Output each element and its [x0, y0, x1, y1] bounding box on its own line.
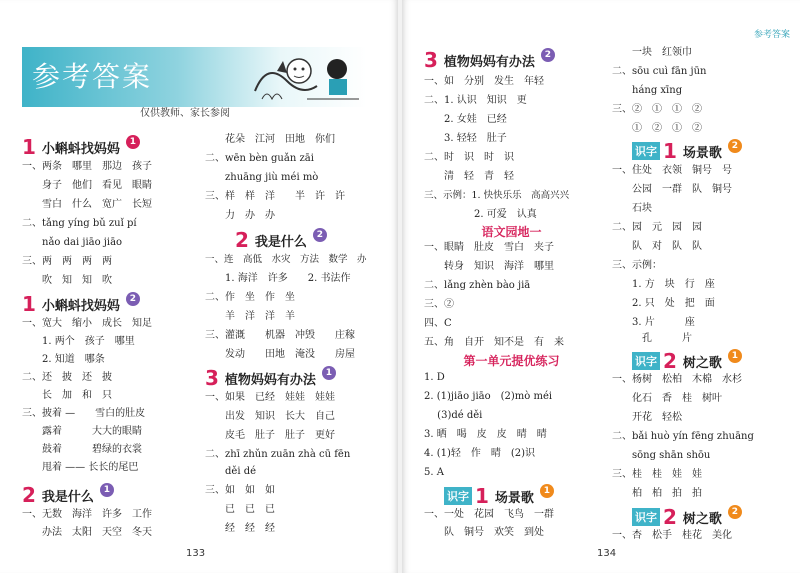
answer-line: 三、两 两 两 两 — [22, 256, 112, 267]
section-number: 2 — [663, 505, 677, 529]
answer-line: 二、zhī zhǔn zuān zhà cū fēn — [205, 449, 351, 460]
section-number: 1 — [22, 135, 36, 159]
answer-line: 一、无数 海洋 许多 工作 — [22, 509, 152, 520]
answer-line: 二、sōu cuì fān jūn — [612, 66, 707, 77]
answer-line: 1. D — [424, 372, 445, 383]
answer-line: 长 加 和 只 — [22, 390, 112, 401]
answer-line: 二、wēn bèn guǎn zāi — [205, 153, 314, 164]
answer-line: 2. 知道 哪条 — [22, 354, 105, 365]
shizi-tag: 识字 — [632, 508, 660, 526]
section-heading — [22, 135, 140, 159]
answer-line: 5. A — [424, 467, 444, 478]
answer-line: 力 办 办 — [205, 210, 275, 221]
answer-line: 化石 香 桂 树叶 — [612, 393, 722, 404]
answer-line: 鼓着 碧绿的衣裳 — [22, 444, 142, 455]
section-heading — [424, 48, 555, 72]
answer-line: 队 铜号 欢笑 到处 — [424, 527, 544, 538]
answer-line: 二、时 识 时 识 — [424, 152, 514, 163]
section-number: 2 — [22, 483, 36, 507]
answer-line: 柏 柏 拍 拍 — [612, 488, 702, 499]
lesson-badge: 1 — [100, 483, 114, 497]
lesson-badge: 2 — [313, 228, 327, 242]
answer-line: ① ② ① ② — [612, 123, 702, 134]
answer-line: 出发 知识 长大 自己 — [205, 411, 335, 422]
section-number: 1 — [22, 292, 36, 316]
answer-line: 经 经 经 — [205, 523, 275, 534]
section-title: 树之歌 — [682, 511, 722, 527]
section-number: 3 — [205, 366, 219, 390]
answer-line: 3. 晒 喝 皮 皮 晴 晴 — [424, 429, 547, 440]
page-number: 134 — [597, 548, 617, 559]
lesson-badge: 2 — [728, 139, 742, 153]
answer-line: (3)dé děi — [424, 410, 483, 421]
answer-line: děi dé — [205, 466, 257, 477]
lesson-badge: 1 — [322, 366, 336, 380]
answer-line: 三、如 如 如 — [205, 485, 275, 496]
answer-line: 一、连 高低 水灾 方法 数学 办 — [205, 254, 367, 265]
section-heading — [22, 483, 114, 507]
section-title: 树之歌 — [682, 355, 722, 371]
answer-line: 公园 一群 队 铜号 — [612, 184, 732, 195]
answer-line: sōng shān shōu — [612, 450, 711, 461]
section-number: 1 — [475, 484, 489, 508]
section-title: 场景歌 — [682, 145, 722, 161]
answers-header-label: 参考答案 — [753, 30, 790, 40]
banner-title: 参考答案 — [32, 60, 153, 93]
answer-line: 一、住处 衣领 铜号 号 — [612, 165, 732, 176]
section-heading — [22, 292, 140, 316]
answer-line: 3. 片 座 — [612, 317, 695, 328]
section-heading — [632, 349, 742, 373]
section-title: 场景歌 — [494, 490, 534, 506]
answer-line: 三、灌溉 机器 冲毁 庄稼 — [205, 330, 355, 341]
answer-line: 雪白 什么 宽广 长短 — [22, 199, 152, 210]
answer-line: 一、宽大 缩小 成长 知足 — [22, 318, 152, 329]
right-page — [402, 0, 800, 573]
lesson-badge: 1 — [728, 349, 742, 363]
answer-line: 二、tǎng yíng bǔ zuǐ pí — [22, 218, 137, 229]
answer-line: 开花 轻松 — [612, 412, 682, 423]
kids-illustration — [247, 41, 367, 107]
answer-line: 一、杏 松手 桂花 美化 — [612, 530, 732, 541]
answer-line: 1. 方 块 行 座 — [612, 279, 715, 290]
banner-subtitle: 仅供教师、家长参阅 — [140, 108, 230, 119]
section-heading — [632, 505, 742, 529]
lesson-badge: 2 — [126, 292, 140, 306]
answer-line: 2. 可爱 认真 — [424, 209, 537, 220]
answer-line: 队 对 队 队 — [612, 241, 702, 252]
answer-line: 二、lǎng zhèn bào jiā — [424, 280, 531, 291]
answer-line: 一、如 分别 发生 年轻 — [424, 76, 544, 87]
answers-banner — [22, 47, 367, 107]
lesson-badge: 2 — [728, 505, 742, 519]
answer-line: 1. 两个 孩子 哪里 — [22, 336, 135, 347]
answer-line: zhuāng jiù méi mò — [205, 172, 319, 183]
answer-line: 花朵 江河 田地 你们 — [205, 134, 335, 145]
answer-line: 二、还 披 还 披 — [22, 372, 112, 383]
answer-line: 身子 他们 看见 眼睛 — [22, 180, 152, 191]
answer-line: 三、示例：1. 快快乐乐 高高兴兴 — [424, 190, 570, 201]
answer-line: 露着 大大的眼睛 — [22, 426, 142, 437]
answer-line: 1. 海洋 许多 2. 书法作 — [205, 273, 351, 284]
section-number: 3 — [424, 48, 438, 72]
lesson-badge: 2 — [541, 48, 555, 62]
section-title-unit: 第一单元提优练习 — [463, 354, 560, 368]
answer-line: 一、眼睛 肚皮 雪白 夹子 — [424, 242, 554, 253]
answer-line: 二、园 元 园 园 — [612, 222, 702, 233]
section-title: 植物妈妈有办法 — [224, 372, 316, 388]
answer-line: 吹 知 知 吹 — [22, 275, 112, 286]
section-title-yuwen: 语文园地一 — [481, 225, 542, 239]
answer-line: 已 已 已 — [205, 504, 275, 515]
section-heading — [444, 484, 554, 508]
answer-line: 五、角 自开 知不是 有 来 — [424, 337, 564, 348]
answer-line: 一、杨树 松柏 木棉 水杉 — [612, 374, 742, 385]
section-heading — [235, 228, 327, 252]
answer-line: 一、一处 花园 飞鸟 一群 — [424, 509, 554, 520]
lesson-badge: 1 — [126, 135, 140, 149]
answer-line: 2. 女娃 已经 — [424, 114, 507, 125]
answer-line: 清 轻 青 轻 — [424, 171, 514, 182]
answer-line: 皮毛 肚子 肚子 更好 — [205, 430, 335, 441]
section-heading — [205, 366, 336, 390]
shizi-tag: 识字 — [632, 352, 660, 370]
lesson-badge: 1 — [540, 484, 554, 498]
page-number: 133 — [186, 548, 206, 559]
answer-line: 石块 — [612, 203, 652, 214]
answer-line: 三、② — [424, 299, 454, 310]
answer-line: 三、披着 — 雪白的肚皮 — [22, 408, 146, 419]
answer-line: 甩着 —— 长长的尾巴 — [22, 462, 139, 473]
answer-line: 一、如果 已经 娃娃 娃娃 — [205, 392, 335, 403]
answer-line: 二、bǎi huò yín fēng zhuāng — [612, 431, 754, 442]
section-title: 植物妈妈有办法 — [443, 54, 535, 70]
answer-line: 三、② ① ① ② — [612, 104, 702, 115]
answer-line: 一块 红领巾 — [612, 47, 692, 58]
section-number: 2 — [663, 349, 677, 373]
section-title: 我是什么 — [41, 489, 94, 505]
answer-line: háng xīng — [612, 85, 683, 96]
section-title: 我是什么 — [254, 234, 307, 250]
section-title: 小蝌蚪找妈妈 — [41, 298, 120, 314]
answer-line: 3. 轻轻 肚子 — [424, 133, 507, 144]
answer-line: 发动 田地 淹没 房屋 — [205, 349, 355, 360]
shizi-tag: 识字 — [632, 142, 660, 160]
answer-line: 4. (1)轻 作 晴 (2)识 — [424, 448, 536, 459]
answer-line: 三、样 样 洋 半 许 许 — [205, 191, 345, 202]
section-heading — [632, 139, 742, 163]
section-number: 1 — [663, 139, 677, 163]
left-page — [0, 0, 398, 573]
shizi-tag: 识字 — [444, 487, 472, 505]
answer-line: 2. (1)jiāo jiāo (2)mò méi — [424, 391, 553, 402]
answer-line: 二、作 坐 作 坐 — [205, 292, 295, 303]
answer-line: 一、两条 哪里 那边 孩子 — [22, 161, 152, 172]
section-title: 小蝌蚪找妈妈 — [41, 141, 120, 157]
answer-line: 2. 只 处 把 面 — [612, 298, 715, 309]
section-number: 2 — [235, 228, 249, 252]
answer-line: 三、示例： — [612, 260, 662, 271]
answer-line: nǎo dai jiāo jiāo — [22, 237, 123, 248]
answer-line: 二、1. 认识 知识 更 — [424, 95, 527, 106]
answer-line: 羊 洋 洋 羊 — [205, 311, 295, 322]
answer-line: 转身 知识 海洋 哪里 — [424, 261, 554, 272]
answer-line: 四、C — [424, 318, 452, 329]
answer-line: 三、桂 桂 娃 娃 — [612, 469, 702, 480]
answer-line: 办法 太阳 天空 冬天 — [22, 527, 152, 538]
answer-line: 孔 片 — [612, 333, 692, 344]
